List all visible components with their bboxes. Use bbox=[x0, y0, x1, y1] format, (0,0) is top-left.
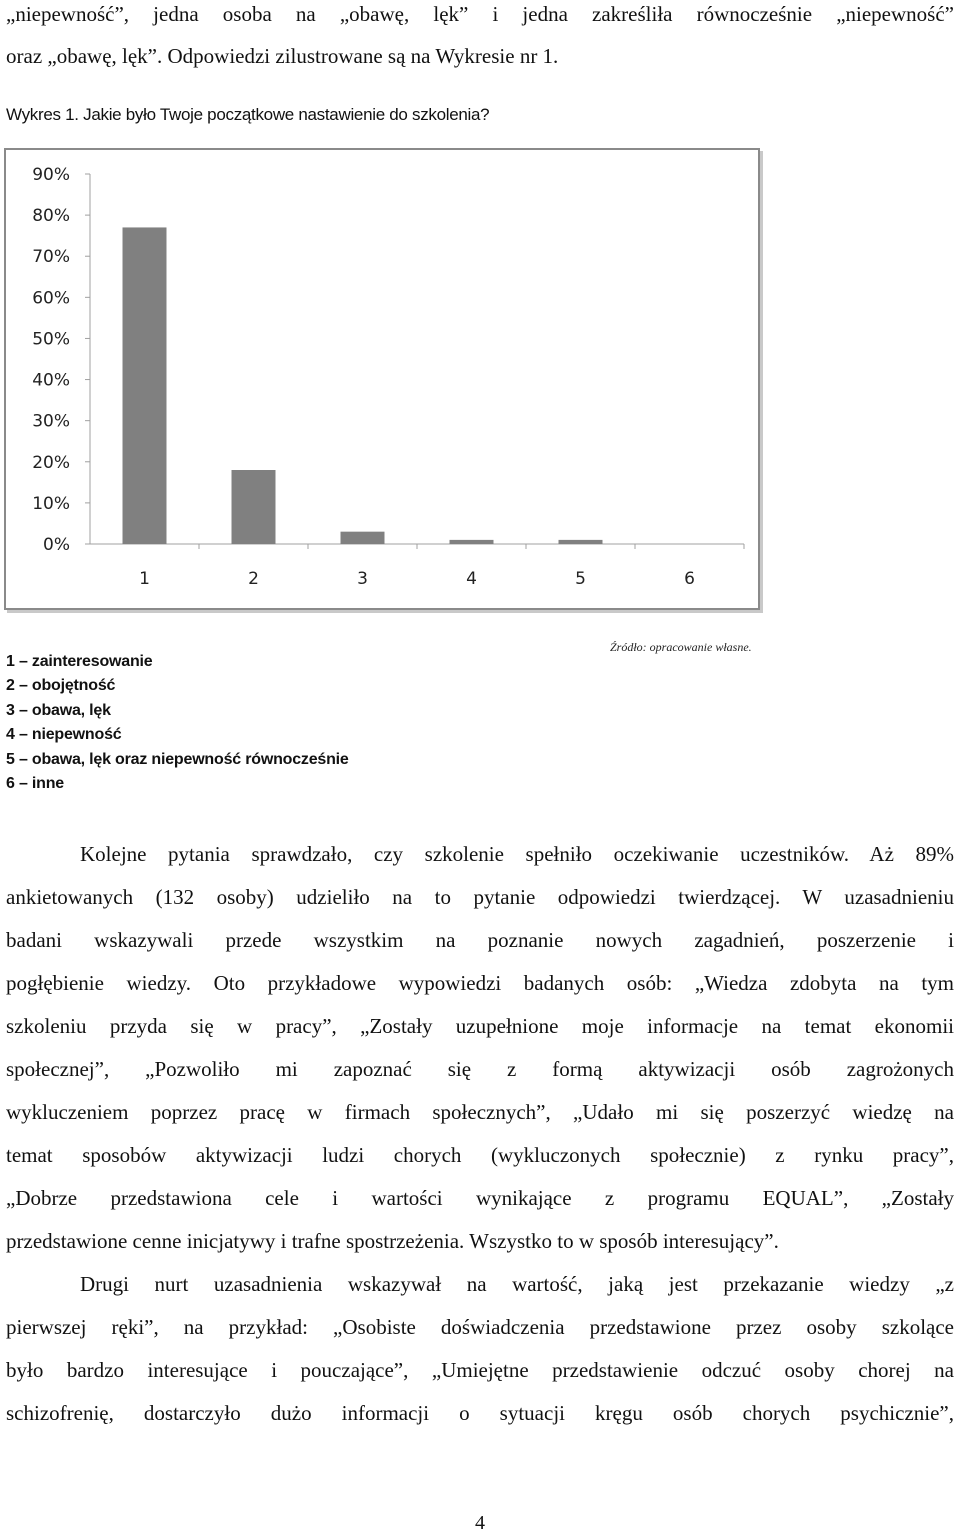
intro-line-1: „niepewność”, jedna osoba na „obawę, lęk” i jedna zakreśliła równocześnie „niepewność” bbox=[6, 2, 954, 26]
x-tick-label: 5 bbox=[575, 569, 586, 589]
body-line-3: badani wskazywali przede wszystkim na poznanie nowych zagadnień, poszerzenie i bbox=[6, 928, 954, 952]
body-line-12: pierwszej ręki”, na przykład: „Osobiste doświadczenia przedstawione przez osoby szkolące bbox=[6, 1315, 954, 1339]
body-line-7: wykluczeniem poprzez pracę w firmach społecznych”, „Udało mi się poszerzyć wiedzę na bbox=[6, 1100, 954, 1124]
y-tick-label: 70% bbox=[32, 247, 70, 268]
intro-line-2: oraz „obawę, lęk”. Odpowiedzi zilustrowane są na Wykresie nr 1. bbox=[6, 44, 559, 68]
y-tick-label: 80% bbox=[32, 206, 70, 227]
x-tick-label: 2 bbox=[248, 569, 259, 589]
bar-1 bbox=[123, 227, 167, 544]
body-line-9: „Dobrze przedstawiona cele i wartości wynikające z programu EQUAL”, „Zostały bbox=[6, 1186, 954, 1210]
bar-chart-svg bbox=[6, 150, 758, 608]
x-tick-label: 1 bbox=[139, 569, 150, 589]
body-line-14: schizofrenię, dostarczyło dużo informacji o sytuacji kręgu osób chorych psychicznie”, bbox=[6, 1401, 954, 1425]
y-tick-label: 60% bbox=[32, 288, 70, 309]
bar-chart bbox=[4, 148, 760, 610]
x-tick-label: 6 bbox=[684, 569, 695, 589]
legend-item-3: 3 – obawa, lęk bbox=[6, 701, 111, 719]
bar-5 bbox=[559, 540, 603, 544]
chart-legend bbox=[6, 650, 349, 796]
body-line-6: społecznej”, „Pozwoliło mi zapoznać się z formą aktywizacji osób zagrożonych bbox=[6, 1057, 954, 1081]
x-tick-label: 3 bbox=[357, 569, 368, 589]
body-line-13: było bardzo interesujące i pouczające”, „Umiejętne przedstawienie odczuć osoby chorej na bbox=[6, 1358, 954, 1382]
legend-item-1: 1 – zainteresowanie bbox=[6, 653, 153, 670]
bar-4 bbox=[450, 540, 494, 544]
page-number: 4 bbox=[475, 1512, 485, 1534]
bar-3 bbox=[341, 532, 385, 544]
y-tick-label: 30% bbox=[32, 411, 70, 432]
y-tick-label: 50% bbox=[32, 329, 70, 350]
y-tick-label: 10% bbox=[32, 493, 70, 514]
y-tick-label: 0% bbox=[43, 535, 70, 555]
y-tick-label: 90% bbox=[32, 165, 70, 185]
source-note: Źródło: opracowanie własne. bbox=[610, 640, 752, 654]
bar-2 bbox=[232, 470, 276, 544]
legend-item-4: 4 – niepewność bbox=[6, 726, 122, 744]
legend-item-5: 5 – obawa, lęk oraz niepewność równocześnie bbox=[6, 750, 349, 768]
x-tick-label: 4 bbox=[466, 569, 477, 589]
body-line-8: temat sposobów aktywizacji ludzi chorych (wykluczonych społecznie) z rynku pracy”, bbox=[6, 1143, 954, 1167]
body-line-5: szkoleniu przyda się w pracy”, „Zostały uzupełnione moje informacje na temat ekonomii bbox=[6, 1014, 954, 1038]
body-line-1: Kolejne pytania sprawdzało, czy szkolenie spełniło oczekiwanie uczestników. Aż 89% bbox=[80, 842, 954, 866]
body-line-2: ankietowanych (132 osoby) udzieliło na to pytanie odpowiedzi twierdzącej. W uzasadnieniu bbox=[6, 885, 954, 909]
body-line-10: przedstawione cenne inicjatywy i trafne spostrzeżenia. Wszystko to w sposób interesujący”. bbox=[6, 1229, 779, 1253]
body-line-4: pogłębienie wiedzy. Oto przykładowe wypowiedzi badanych osób: „Wiedza zdobyta na tym bbox=[6, 971, 954, 995]
figure-caption: Wykres 1. Jakie było Twoje początkowe nastawienie do szkolenia? bbox=[6, 105, 490, 124]
y-tick-label: 20% bbox=[32, 452, 70, 473]
legend-item-2: 2 – obojętność bbox=[6, 677, 116, 695]
y-tick-label: 40% bbox=[32, 370, 70, 391]
body-line-11: Drugi nurt uzasadnienia wskazywał na wartość, jaką jest przekazanie wiedzy „z bbox=[80, 1272, 954, 1296]
legend-item-6: 6 – inne bbox=[6, 775, 64, 793]
